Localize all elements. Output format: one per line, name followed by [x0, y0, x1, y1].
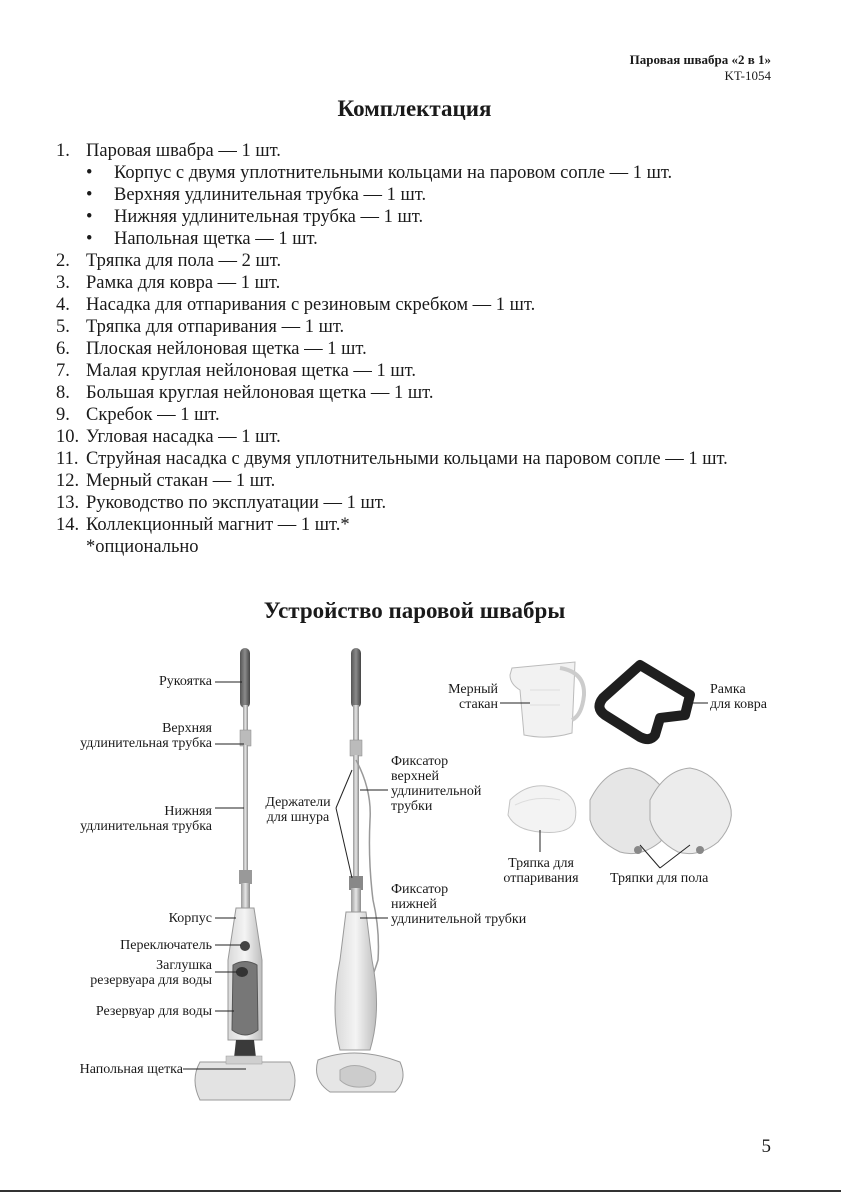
- list-item-number: 10.: [56, 427, 80, 447]
- list-item-text: Мерный стакан — 1 шт.: [86, 471, 276, 491]
- list-item-number: 13.: [56, 493, 80, 513]
- list-item-text: Насадка для отпаривания с резиновым скребком — 1 шт.: [86, 295, 536, 315]
- list-item-number: 2.: [56, 251, 70, 271]
- handle-grip: [240, 648, 250, 708]
- list-item-text: *опционально: [86, 537, 199, 557]
- floor-cloths: [590, 768, 731, 854]
- list-item-text: Тряпка для пола — 2 шт.: [86, 251, 282, 271]
- page-number: 5: [761, 1136, 771, 1157]
- floor-brush: [195, 1062, 295, 1100]
- bullet: •: [86, 229, 93, 249]
- label-switch: Переключатель: [120, 938, 212, 953]
- list-item-text: Верхняя удлинительная трубка — 1 шт.: [114, 185, 427, 205]
- label-lower-lock: Фиксатор нижней удлинительной трубки: [391, 882, 527, 927]
- list-item-number: 9.: [56, 405, 70, 425]
- list-item-text: Угловая насадка — 1 шт.: [86, 427, 281, 447]
- section-title-contents: Комплектация: [337, 96, 492, 121]
- header-title: Паровая швабра «2 в 1»: [629, 52, 771, 67]
- label-floor-cloths: Тряпки для пола: [610, 871, 709, 886]
- list-item-number: 4.: [56, 295, 70, 315]
- label-upper-tube: Верхняя удлинительная трубка: [80, 721, 212, 751]
- mop-front-view: [195, 648, 295, 1100]
- label-tank-cap: Заглушка резервуара для воды: [90, 958, 212, 988]
- label-lower-tube: Нижняя удлинительная трубка: [80, 804, 212, 834]
- list-item-text: Нижняя удлинительная трубка — 1 шт.: [114, 207, 424, 227]
- list-item-number: 12.: [56, 471, 80, 491]
- list-item-text: Руководство по эксплуатации — 1 шт.: [86, 493, 387, 513]
- list-item-text: Струйная насадка с двумя уплотнительными кольцами на паровом сопле — 1 шт.: [86, 449, 728, 469]
- list-item-number: 3.: [56, 273, 70, 293]
- measuring-cup: [510, 662, 584, 737]
- list-item-number: 8.: [56, 383, 70, 403]
- tube: [243, 745, 248, 875]
- list-item-text: Рамка для ковра — 1 шт.: [86, 273, 281, 293]
- body-side: [335, 912, 377, 1050]
- list-item-number: 7.: [56, 361, 70, 381]
- footer-rule: [0, 1190, 841, 1192]
- label-upper-lock: Фиксатор верхней удлинительной трубки: [391, 754, 482, 814]
- list-item-number: 1.: [56, 141, 70, 161]
- list-item-text: Плоская нейлоновая щетка — 1 шт.: [86, 339, 367, 359]
- label-measuring-cup: Мерный стакан: [448, 682, 498, 712]
- label-floor-brush: Напольная щетка: [79, 1062, 183, 1077]
- bullet: •: [86, 185, 93, 205]
- label-water-tank: Резервуар для воды: [95, 1004, 212, 1019]
- list-item-text: Коллекционный магнит — 1 шт.*: [86, 515, 350, 535]
- header-model: KT-1054: [724, 68, 771, 83]
- list-item-number: 5.: [56, 317, 70, 337]
- label-carpet-frame: Рамка для ковра: [710, 682, 767, 712]
- label-handle: Рукоятка: [159, 674, 212, 689]
- list-item-text: Напольная щетка — 1 шт.: [114, 229, 318, 249]
- list-item-text: Паровая швабра — 1 шт.: [86, 141, 281, 161]
- list-item-number: 14.: [56, 515, 80, 535]
- list-item-text: Малая круглая нейлоновая щетка — 1 шт.: [86, 361, 417, 381]
- label-body: Корпус: [168, 911, 212, 926]
- list-item-text: Большая круглая нейлоновая щетка — 1 шт.: [86, 383, 434, 403]
- list-item-text: Скребок — 1 шт.: [86, 405, 220, 425]
- label-steam-cloth: Тряпка для отпаривания: [503, 856, 579, 886]
- list-item-number: 6.: [56, 339, 70, 359]
- mop-side-view: [317, 648, 404, 1092]
- section-title-device: Устройство паровой швабры: [263, 598, 566, 623]
- bullet: •: [86, 163, 93, 183]
- list-item-text: Тряпка для отпаривания — 1 шт.: [86, 317, 345, 337]
- list-item-number: 11.: [56, 449, 79, 469]
- carpet-frame: [599, 665, 690, 739]
- list-item-text: Корпус с двумя уплотнительными кольцами на паровом сопле — 1 шт.: [114, 163, 673, 183]
- switch: [240, 941, 250, 951]
- bullet: •: [86, 207, 93, 227]
- steam-cloth: [508, 786, 576, 833]
- label-cord-holders: Держатели для шнура: [265, 795, 331, 825]
